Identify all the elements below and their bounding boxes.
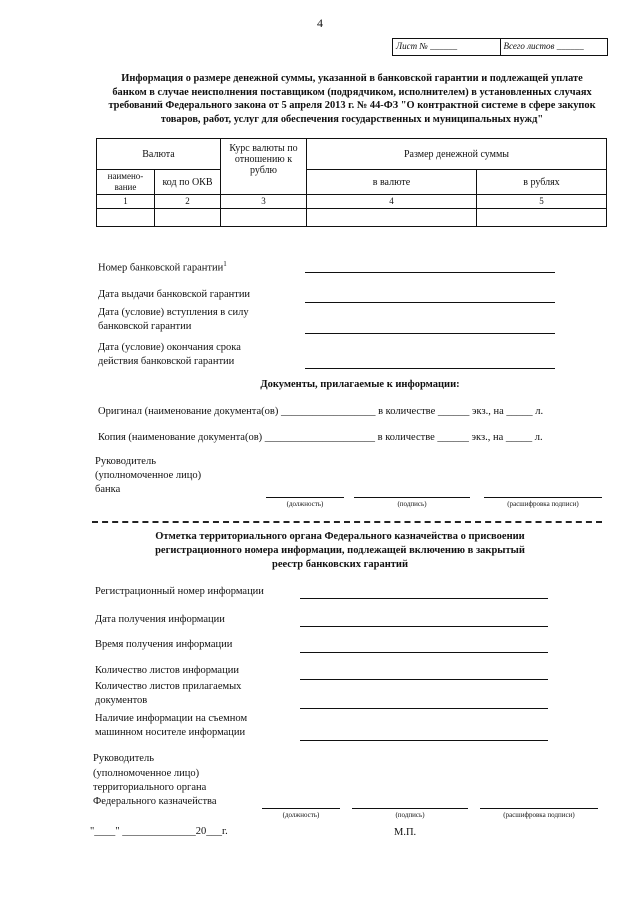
sheets-total-cell: Всего листов ______: [500, 39, 608, 55]
cell-okv-code[interactable]: [155, 209, 221, 227]
header-currency-name: наимено-вание: [97, 170, 155, 195]
bank-signature-caption: (подпись): [397, 500, 427, 508]
sheet-box: [392, 38, 608, 56]
stamp-place: М.П.: [394, 827, 417, 838]
treasury-heading-2: регистрационного номера информации, подлежащей включению в закрытый: [155, 545, 525, 556]
label-sheets-docs-2: документов: [95, 695, 148, 706]
docs-heading: Документы, прилагаемые к информации:: [260, 379, 460, 390]
media-line[interactable]: [300, 740, 548, 741]
bank-signature-line[interactable]: [354, 497, 470, 498]
treasury-decoding-line[interactable]: [480, 808, 598, 809]
cell-rate[interactable]: [221, 209, 307, 227]
treasury-heading: [120, 530, 560, 572]
bank-position-caption: (должность): [286, 500, 324, 508]
footnote-mark: 1: [223, 260, 227, 268]
label-recv-time: Время получения информации: [95, 639, 233, 650]
treasury-signature-caption: (подпись): [395, 811, 425, 819]
col-num-3: 3: [221, 195, 307, 209]
docs-copy-line[interactable]: Копия (наименование документа(ов) _____________________ в количестве ______ экз., на _____ л.: [98, 432, 543, 443]
label-sheets-docs-1: Количество листов прилагаемых: [95, 681, 242, 692]
label-media-2: машинном носителе информации: [95, 727, 246, 738]
treasury-decoding-caption: (расшифровка подписи): [503, 811, 575, 819]
treasury-head-l2: (уполномоченное лицо): [93, 768, 200, 779]
title-line-1: Информация о размере денежной суммы, указанной в банковской гарантии и подлежащей уплате: [121, 73, 583, 84]
col-num-1: 1: [97, 195, 155, 209]
title-line-2: банком в случае неисполнения поставщиком (подрядчиком, исполнителем) в установленных случаях: [112, 86, 592, 98]
cut-line: [92, 521, 602, 523]
treasury-signature-line[interactable]: [352, 808, 468, 809]
sheets-docs-line[interactable]: [300, 708, 548, 709]
treasury-head-l1: Руководитель: [93, 753, 154, 764]
recv-time-line[interactable]: [300, 652, 548, 653]
label-guarantee-number: [98, 257, 227, 276]
bank-head-l2: (уполномоченное лицо): [95, 470, 202, 481]
treasury-heading-3: реестр банковских гарантий: [272, 559, 408, 570]
form-title: [92, 72, 612, 126]
docs-original-line[interactable]: Оригинал (наименование документа(ов) __________________ в количестве ______ экз., на _____ л.: [98, 406, 544, 417]
treasury-head-l4: Федерального казначейства: [93, 796, 217, 807]
header-in-rubles: в рублях: [477, 170, 607, 195]
cell-currency-name[interactable]: [97, 209, 155, 227]
treasury-head-l3: территориального органа: [93, 782, 207, 793]
title-line-4: товаров, работ, услуг для обеспечения государственных и муниципальных нужд": [160, 113, 544, 125]
money-table: [96, 138, 607, 227]
label-end-date-1: Дата (условие) окончания срока: [98, 342, 241, 353]
label-end-date-2: действия банковской гарантии: [98, 356, 235, 367]
effect-date-line[interactable]: [305, 333, 555, 334]
table-header-row-2: [97, 170, 607, 195]
reg-number-line[interactable]: [300, 598, 548, 599]
col-num-4: 4: [307, 195, 477, 209]
cell-in-rubles[interactable]: [477, 209, 607, 227]
label-effect-date-1: Дата (условие) вступления в силу: [98, 307, 249, 318]
recv-date-line[interactable]: [300, 626, 548, 627]
label-sheets-info: Количество листов информации: [95, 665, 239, 676]
bank-decoding-line[interactable]: [484, 497, 602, 498]
col-num-2: 2: [155, 195, 221, 209]
table-number-row: [97, 195, 607, 209]
bank-head-l3: банка: [95, 484, 121, 495]
table-data-row: [97, 209, 607, 227]
guarantee-number-line[interactable]: [305, 272, 555, 273]
end-date-line[interactable]: [305, 368, 555, 369]
label-guarantee-number-text: Номер банковской гарантии: [98, 262, 224, 274]
treasury-position-caption: (должность): [282, 811, 320, 819]
issue-date-line[interactable]: [305, 302, 555, 303]
title-line-3: требований Федерального закона от 5 апреля 2013 г. № 44-ФЗ "О контрактной системе в сфере закупок: [108, 100, 596, 111]
header-rate: Курс валюты по отношению к рублю: [221, 139, 307, 195]
sheet-number-cell: Лист № ______: [396, 41, 458, 51]
header-currency: Валюта: [97, 139, 221, 170]
date-line[interactable]: "____" ______________20___г.: [90, 826, 228, 837]
treasury-position-line[interactable]: [262, 808, 340, 809]
header-in-currency: в валюте: [307, 170, 477, 195]
cell-in-currency[interactable]: [307, 209, 477, 227]
treasury-heading-1: Отметка территориального органа Федерального казначейства о присвоении: [155, 531, 525, 542]
bank-position-line[interactable]: [266, 497, 344, 498]
label-reg-number: Регистрационный номер информации: [95, 586, 264, 597]
col-num-5: 5: [477, 195, 607, 209]
label-recv-date: Дата получения информации: [95, 614, 225, 625]
table-header-row-1: [97, 139, 607, 170]
header-amount: Размер денежной суммы: [307, 139, 607, 170]
page-number: 4: [317, 16, 323, 30]
bank-decoding-caption: (расшифровка подписи): [507, 500, 579, 508]
bank-head-l1: Руководитель: [95, 456, 156, 467]
sheets-info-line[interactable]: [300, 679, 548, 680]
label-issue-date: Дата выдачи банковской гарантии: [98, 289, 251, 300]
header-okv-code: код по ОКВ: [155, 170, 221, 195]
label-effect-date-2: банковской гарантии: [98, 321, 192, 332]
label-media-1: Наличие информации на съемном: [95, 713, 248, 724]
